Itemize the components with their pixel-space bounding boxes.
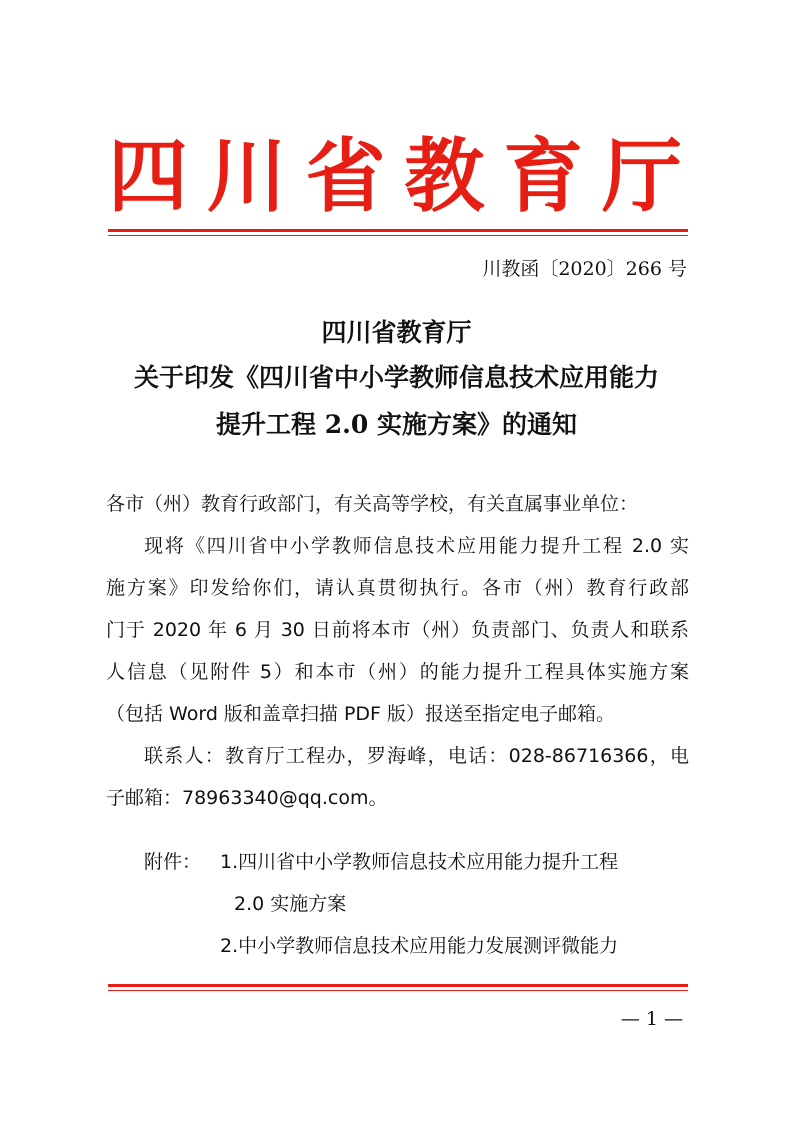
attachment-item-1: 1.四川省中小学教师信息技术应用能力提升工程 <box>220 851 619 873</box>
document-number: 川教函〔2020〕266 号 <box>482 258 687 280</box>
attachments-label: 附件： <box>144 851 202 873</box>
paragraph-line-1: 现将《四川省中小学教师信息技术应用能力提升工程 2.0 实 <box>144 535 689 557</box>
page-number: — 1 — <box>620 1008 683 1030</box>
salutation: 各市（州）教育行政部门，有关高等学校，有关直属事业单位： <box>106 493 639 515</box>
masthead-title: 四川省教育厅 <box>108 129 688 223</box>
paragraph-line-2: 施方案》印发给你们，请认真贯彻执行。各市（州）教育行政部 <box>106 577 689 599</box>
masthead-rule-thick <box>108 229 688 232</box>
contact-line-1: 联系人：教育厅工程办，罗海峰，电话：028-86716366，电 <box>144 745 689 767</box>
title-line-2: 关于印发《四川省中小学教师信息技术应用能力 <box>133 363 659 392</box>
attachment-item-1-cont: 2.0 实施方案 <box>234 893 347 915</box>
title-line-1: 四川省教育厅 <box>321 318 472 347</box>
footer-rule-thick <box>108 984 688 987</box>
paragraph-line-4: 人信息（见附件 5）和本市（州）的能力提升工程具体实施方案 <box>106 661 689 683</box>
masthead-rule-thin <box>108 235 688 236</box>
contact-line-2: 子邮箱：78963340@qq.com。 <box>106 787 388 809</box>
attachment-item-2: 2.中小学教师信息技术应用能力发展测评微能力 <box>220 935 619 957</box>
paragraph-line-5: （包括 Word 版和盖章扫描 PDF 版）报送至指定电子邮箱。 <box>106 703 616 725</box>
footer-rule-thin <box>108 990 688 991</box>
title-line-3: 提升工程 2.0 实施方案》的通知 <box>216 410 577 439</box>
paragraph-line-3: 门于 2020 年 6 月 30 日前将本市（州）负责部门、负责人和联系 <box>106 619 689 641</box>
